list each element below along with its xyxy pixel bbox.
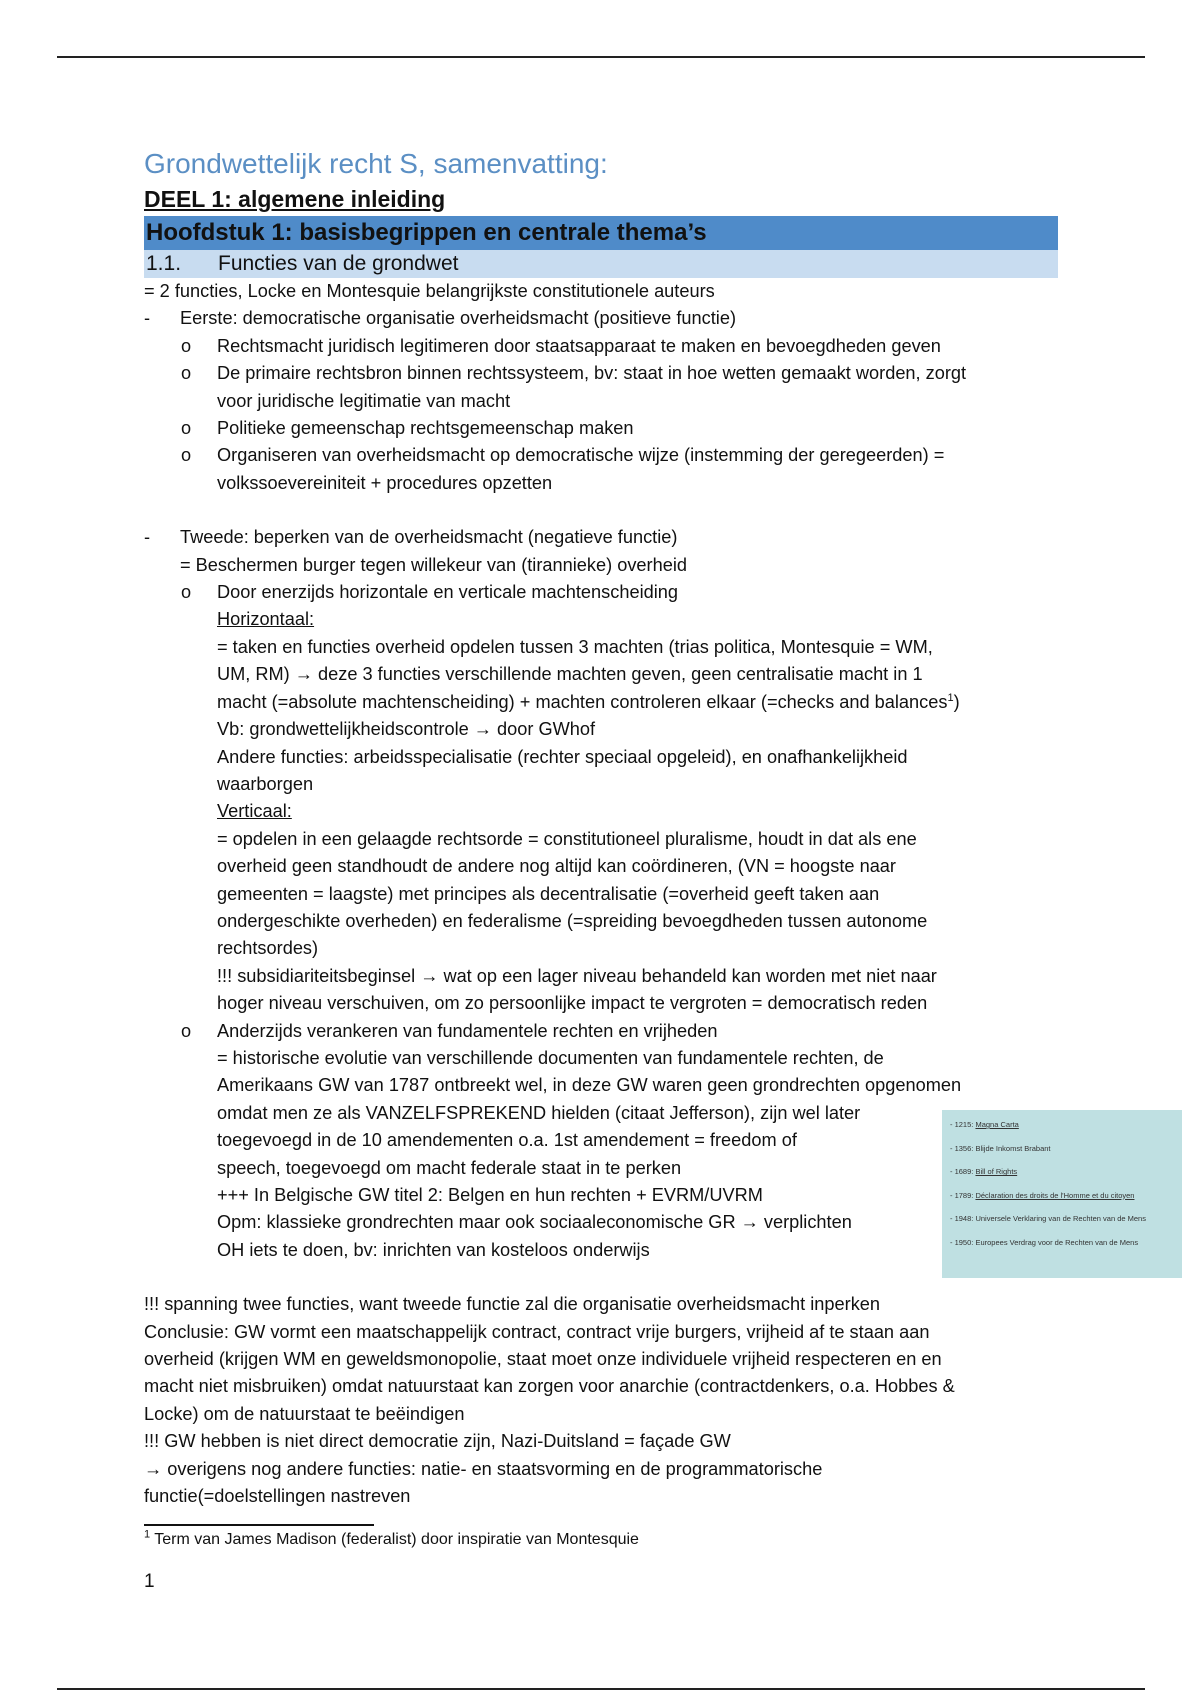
document-page [144,146,1058,1596]
footnote-separator [144,1524,374,1526]
bullet-o: o [181,335,192,356]
timeline-item: - 1215: Magna Carta [950,1120,1019,1129]
list-item: o Anderzijds verankeren van fundamentele rechten en vrijheden [144,1018,1058,1045]
text-line: = taken en functies overheid opdelen tussen 3 machten (trias politica, Montesquie = WM, [217,636,933,657]
timeline-item: - 1948: Universele Verklaring van de Rechten van de Mens [950,1214,1146,1224]
footnote-ref[interactable]: 1 [947,691,954,704]
list-item: o Rechtsmacht juridisch legitimeren door staatsapparaat te maken en bevoegdheden geven [144,333,1058,360]
list-item: o Politieke gemeenschap rechtsgemeenschap maken [144,415,1058,442]
timeline-image [942,1110,1182,1278]
text-line: Opm: klassieke grondrechten maar ook sociaaleconomische GR → verplichten [217,1212,852,1233]
footnote [144,1528,1058,1552]
paragraph: functie(=doelstellingen nastreven [144,1486,411,1507]
list-item: o De primaire rechtsbron binnen rechtssysteem, bv: staat in hoe wetten gemaakt worden, zorgt [144,360,1058,387]
text-line: Andere functies: arbeidsspecialisatie (rechter speciaal opgeleid), en onafhankelijkheid [217,746,908,767]
subheading-verticaal: Verticaal: [217,801,292,822]
text-line: Vb: grondwettelijkheidscontrole → door GWhof [217,719,596,740]
text-line: toegevoegd in de 10 amendementen o.a. 1st amendement = freedom of [217,1130,797,1151]
text-line: = opdelen in een gelaagde rechtsorde = constitutioneel pluralisme, houdt in dat als ene [217,828,917,849]
paragraph: !!! GW hebben is niet direct democratie zijn, Nazi-Duitsland = façade GW [144,1431,731,1452]
paragraph: = 2 functies, Locke en Montesquie belangrijkste constitutionele auteurs [144,281,715,301]
list-continuation: = Beschermen burger tegen willekeur van (tirannieke) overheid [180,554,687,575]
timeline-item: - 1356: Blijde Inkomst Brabant [950,1143,1051,1153]
section-label: Functies van de grondwet [218,252,459,275]
text-line: rechtsordes) [217,938,319,959]
list-item: o Organiseren van overheidsmacht op democratische wijze (instemming der geregeerden) = [144,442,1058,469]
text-line: +++ In Belgische GW titel 2: Belgen en hun rechten + EVRM/UVRM [217,1185,763,1205]
paragraph: overheid (krijgen WM en geweldsmonopolie, staat moet onze individuele vrijheid respecteren en en [144,1349,942,1370]
bullet-o: o [181,445,192,466]
text-line: omdat men ze als VANZELFSPREKEND hielden (citaat Jefferson), zijn wel later [217,1102,861,1123]
spacer [144,497,1058,524]
section-heading [144,250,1058,278]
bullet-o: o [181,1020,192,1041]
text-line: overheid geen standhoudt de andere nog altijd kan coördineren, (VN = hoogste naar [217,856,896,877]
part-heading: DEEL 1: algemene inleiding [144,186,446,212]
footnote-mark: 1 [144,1529,151,1542]
spacer [144,1264,1058,1291]
text-line: waarborgen [217,773,314,794]
paragraph: !!! spanning twee functies, want tweede functie zal die organisatie overheidsmacht inperken [144,1294,881,1315]
text-line: OH iets te doen, bv: inrichten van kosteloos onderwijs [217,1239,650,1260]
top-rule [57,56,1145,58]
text-line: speech, toegevoegd om macht federale staat in te perken [217,1157,682,1178]
bullet-dash: - [144,308,151,329]
subheading-horizontaal: Horizontaal: [217,609,315,630]
list-continuation: volkssoevereiniteit + procedures opzetten [217,472,553,493]
paragraph: → overigens nog andere functies: natie- en staatsvorming en de programmatorische [144,1458,823,1479]
document-title: Grondwettelijk recht S, samenvatting: [144,148,608,179]
bullet-o: o [181,418,192,439]
text-line: ondergeschikte overheden) en federalisme (=spreiding bevoegdheden tussen autonome [217,910,928,931]
page-number: 1 [144,1571,155,1593]
text-line: gemeenten = laagste) met principes als decentralisatie (=overheid geeft taken aan [217,883,880,904]
paragraph: Conclusie: GW vormt een maatschappelijk contract, contract vrije burgers, vrijheid af te staan aan [144,1321,930,1342]
list-item: - Eerste: democratische organisatie overheidsmacht (positieve functie) [144,305,1058,332]
bullet-dash: - [144,527,151,548]
text-line: Amerikaans GW van 1787 ontbreekt wel, in deze GW waren geen grondrechten opgenomen [217,1075,962,1096]
paragraph: macht niet misbruiken) omdat natuurstaat kan zorgen voor anarchie (contractdenkers, o.a. Hobbes & [144,1376,955,1397]
timeline-item: - 1689: Bill of Rights [950,1167,1018,1177]
bullet-o: o [181,363,192,384]
text-line: macht (=absolute machtenscheiding) + machten controleren elkaar (=checks and balances$^1$) [217,691,960,712]
text-line: hoger niveau verschuiven, om zo persoonlijke impact te vergroten = democratisch reden [217,993,928,1014]
text-line: !!! subsidiariteitsbeginsel → wat op een lager niveau behandeld kan worden met niet naar [217,965,937,986]
list-item: - Tweede: beperken van de overheidsmacht (negatieve functie) [144,524,1058,551]
text-line: = historische evolutie van verschillende documenten van fundamentele rechten, de [217,1047,884,1068]
paragraph: Locke) om de natuurstaat te beëindigen [144,1403,465,1424]
timeline-item: - 1950: Europees Verdrag voor de Rechten van de Mens [950,1237,1139,1247]
bottom-rule [57,1688,1145,1690]
section-number: 1.1. [146,252,182,275]
footnote-text: Term van James Madison (federalist) door inspiratie van Montesquie [154,1531,639,1549]
timeline-item: - 1789: Déclaration des droits de l'Homme et du citoyen [950,1190,1135,1200]
chapter-heading: Hoofdstuk 1: basisbegrippen en centrale thema’s [144,216,1058,250]
bullet-o: o [181,582,192,603]
list-continuation: voor juridische legitimatie van macht [217,390,511,411]
text-line: UM, RM) → deze 3 functies verschillende machten geven, geen centralisatie macht in 1 [217,664,923,685]
list-item: o Door enerzijds horizontale en verticale machtenscheiding [144,579,1058,606]
